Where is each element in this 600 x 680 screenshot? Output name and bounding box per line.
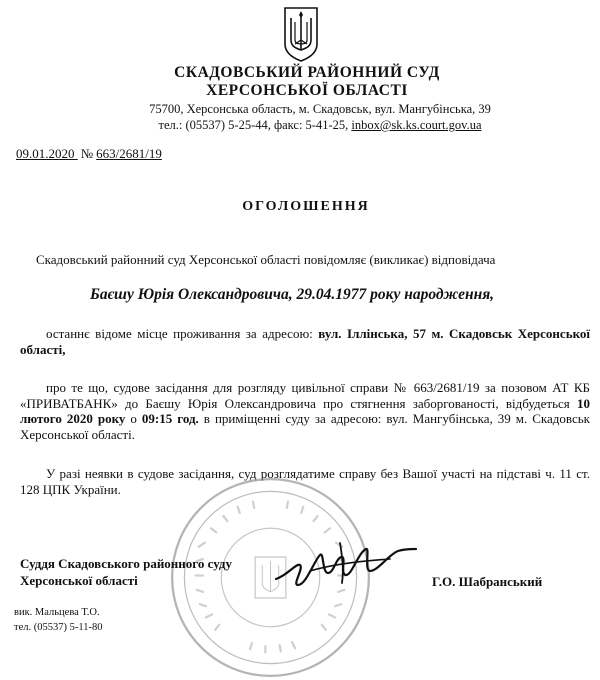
document-title: ОГОЛОШЕННЯ [242,199,370,214]
reference-date: 09.01.2020 [16,146,75,161]
executor-info [14,605,102,635]
reference-number: 663/2681/19 [96,146,162,161]
judge-position [20,555,232,589]
court-address: 75700, Херсонська область, м. Скадовськ, вул. Мангубінська, 39 [149,102,491,116]
hearing-text-mid: о [125,411,142,426]
hearing-text-1: про те що, судове засідання для розгляду цивільної справи № 663/2681/19 за позовом АТ КБ «ПРИВАТБАНК» до Баєшу Юрія Олександровича про стягнення заборгованості, відбудеться [20,380,590,411]
notice-paragraph-address [20,326,590,357]
court-contacts [0,118,600,133]
coat-of-arms-of-ukraine-icon [283,6,319,62]
judge-name: Г.О. Шабранський [432,574,543,589]
hearing-time: 09:15 год. [141,411,199,426]
defendant-name: Баєшу Юрія Олександровича, 29.04.1977 року народження, [90,286,495,303]
judge-position-line1: Суддя Скадовського районного суду [20,556,232,571]
hearing-text-2: в приміщенні суду за адресою: вул. Мангубінська, 39 м. Скадовськ Херсонської області. [20,411,590,442]
contacts-phone-fax: тел.: (05537) 5-25-44, факс: 5-41-25, [158,118,349,132]
court-name-line1: СКАДОВСЬКИЙ РАЙОННИЙ СУД [174,64,440,81]
contacts-email-link[interactable]: inbox@sk.ks.court.gov.ua [351,118,482,132]
notice-paragraph-absence: У разі неявки в судове засідання, суд розглядатиме справу без Вашої участі на підставі ч. 11 ст. 128 ЦПК України. [20,466,590,497]
notice-paragraph-1: Скадовський районний суд Херсонської області повідомляє (викликає) відповідача [36,252,496,267]
defendant-address: вул. Іллінська, 57 м. Скадовськ Херсонської області, [20,326,590,357]
court-name-line2: ХЕРСОНСЬКОЇ ОБЛАСТІ [206,82,408,99]
executor-name: вик. Мальцева Т.О. [14,607,100,618]
reference-number-sign: № [80,146,94,161]
executor-phone: тел. (05537) 5-11-80 [14,622,103,633]
document-reference [16,146,162,162]
handwritten-signature-icon [270,535,420,595]
judge-position-line2: Херсонської області [20,573,138,588]
notice-paragraph-hearing [20,380,590,442]
address-intro: останнє відоме місце проживання за адресою: [46,326,319,341]
hearing-date: 10 лютого 2020 року [20,395,590,426]
